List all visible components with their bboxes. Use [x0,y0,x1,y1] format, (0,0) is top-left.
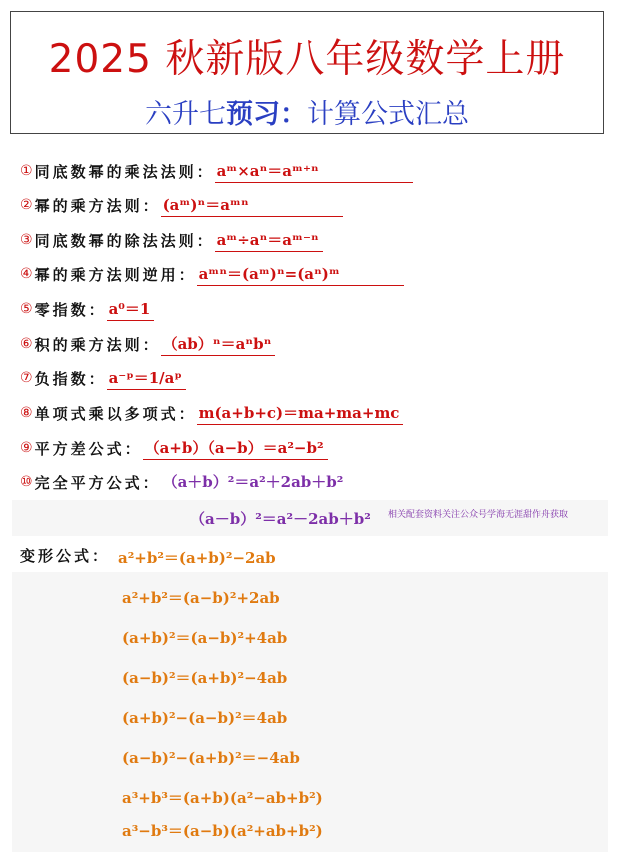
rule-answer: aᵐ÷aⁿ＝aᵐ⁻ⁿ [215,229,323,252]
rule-7 [20,366,186,390]
variant-formula: (a−b)²＝(a+b)²−4ab [122,669,288,687]
rule-10 [20,470,347,494]
rule-answer: m(a+b+c)＝ma+ma+mc [197,402,404,425]
rule-answer: （a+b）（a−b）＝a²−b² [143,437,328,460]
variant-formula: (a+b)²＝(a−b)²+4ab [122,629,288,647]
variants-label: 变形公式： [20,547,111,565]
rule-answer: aᵐ×aⁿ＝aᵐ⁺ⁿ [215,160,413,183]
rule-number: ③ [20,232,33,248]
subtitle-suffix: 计算公式汇总 [307,99,469,130]
variant-formula: a³−b³＝(a−b)(a²+ab+b²) [122,822,323,840]
rule-answer: （a＋b）²＝a²＋2ab＋b² [162,473,344,491]
page-title: 2025 秋新版八年级数学上册 [48,37,566,82]
header-box [10,11,604,134]
rule-6 [20,332,275,356]
rule-8 [20,401,403,425]
rule-label: 零指数： [34,300,107,319]
background-band-bottom [12,572,608,852]
rule-2 [20,193,343,217]
rule-label: 积的乘方法则： [34,335,161,354]
variant-formula: (a+b)²−(a−b)²＝4ab [122,709,288,727]
rule-number: ⑤ [20,301,33,317]
variant-formula: a³+b³＝(a+b)(a²−ab+b²) [122,789,323,807]
rule-label: 单项式乘以多项式： [34,404,197,423]
rule-3 [20,228,323,252]
rule-number: ⑩ [20,474,33,490]
rule-9 [20,436,328,460]
rule-label: 平方差公式： [34,439,143,458]
rule-number: ⑧ [20,405,33,421]
rule-label: 同底数幂的乘法法则： [34,162,215,181]
rule-number: ⑦ [20,370,33,386]
rule-4 [20,262,404,286]
rule-number: ④ [20,266,33,282]
rule-1 [20,159,413,183]
rule-answer: a⁰＝1 [107,298,155,321]
page-subtitle [11,92,603,131]
rule-number: ② [20,197,33,213]
rule-label: 完全平方公式： [34,473,161,492]
perfect-square-minus: （a－b）²＝a²－2ab＋b² [190,510,371,528]
variant-formula: (a−b)²−(a+b)²＝−4ab [122,749,300,767]
rule-answer: （ab）ⁿ＝aⁿbⁿ [161,333,276,356]
rule-answer: aᵐⁿ＝(aᵐ)ⁿ=(aⁿ)ᵐ [197,263,404,286]
rule-number: ⑥ [20,336,33,352]
source-note: 相关配套资料关注公众号学海无涯甜作舟获取 [388,510,569,520]
rule-label: 幂的乘方法则逆用： [34,265,197,284]
subtitle-prefix: 六升七 [145,99,226,130]
rule-answer: a⁻ᵖ＝1/aᵖ [107,367,186,390]
rule-number: ⑨ [20,440,33,456]
rule-label: 幂的乘方法则： [34,196,161,215]
rule-label: 同底数幂的除法法则： [34,231,215,250]
variant-formula: a²+b²＝(a+b)²−2ab [118,549,276,567]
rule-label: 负指数： [34,369,107,388]
rule-5 [20,297,154,321]
rule-answer: (aᵐ)ⁿ＝aᵐⁿ [161,194,343,217]
rule-number: ① [20,163,33,179]
subtitle-strong: 预习： [226,99,307,130]
variant-formula: a²+b²＝(a−b)²+2ab [122,589,280,607]
